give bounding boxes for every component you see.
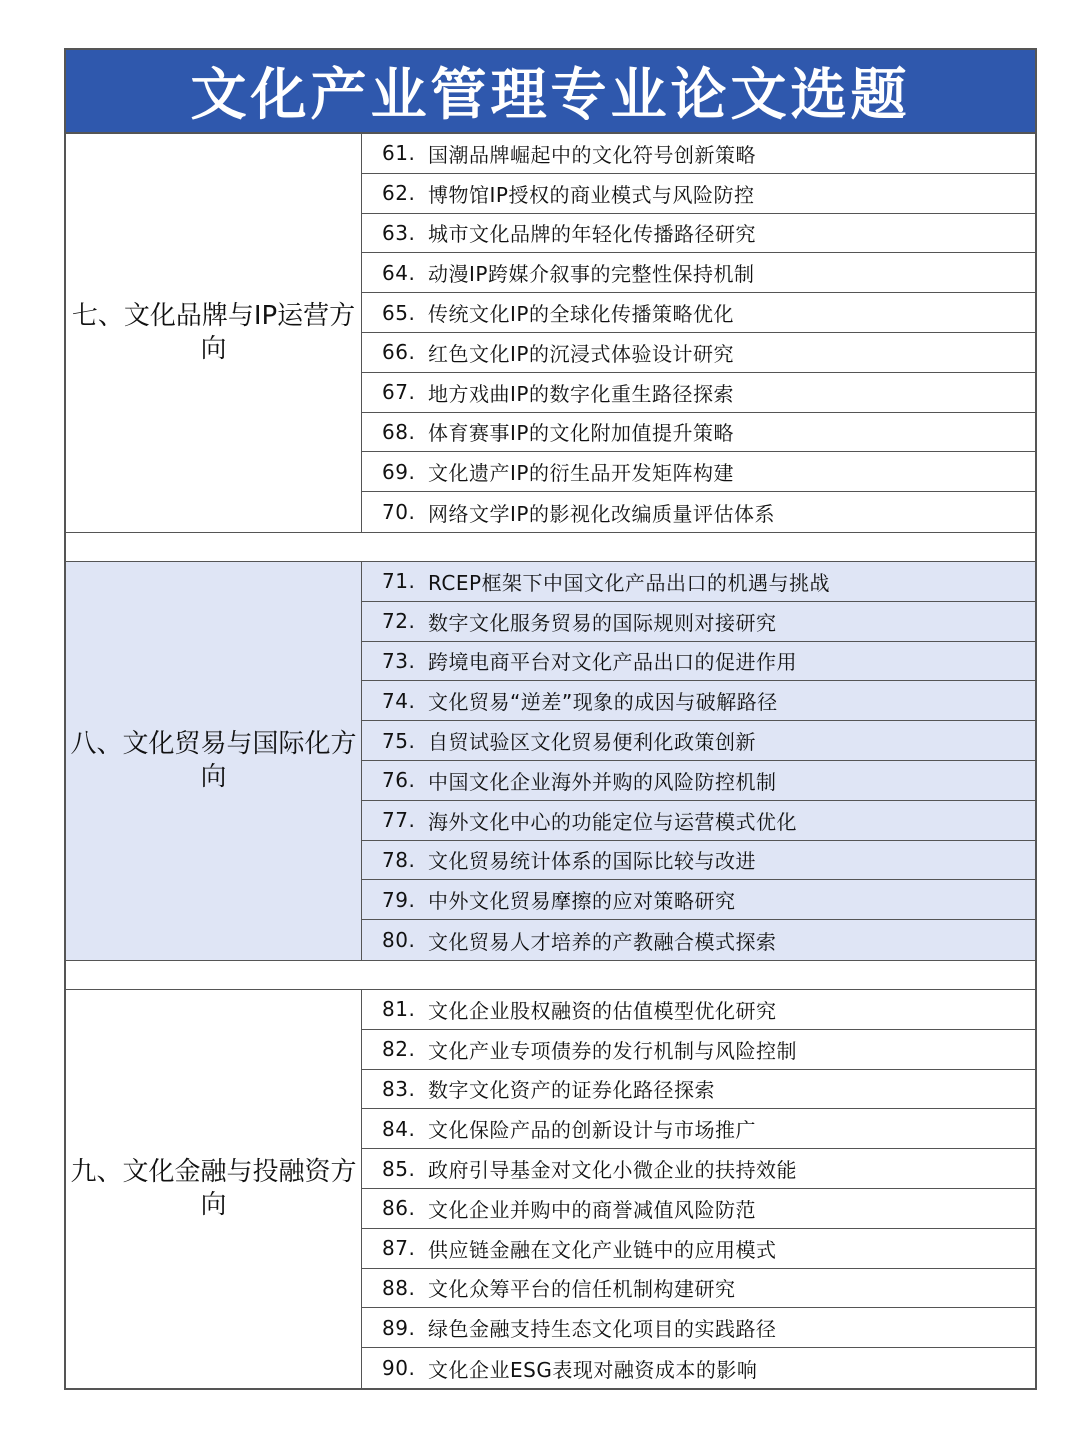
item-text: 自贸试验区文化贸易便利化政策创新 — [428, 730, 756, 755]
category-label: 七、文化品牌与IP运营方向 — [66, 134, 362, 532]
item-number: 68. — [382, 419, 416, 444]
list-item — [362, 1070, 1035, 1110]
item-text: 文化众筹平台的信任机制构建研究 — [428, 1277, 736, 1302]
list-item — [362, 333, 1035, 373]
item-text: 文化保险产品的创新设计与市场推广 — [428, 1118, 756, 1143]
section-spacer — [66, 533, 1035, 562]
item-number: 73. — [382, 648, 416, 673]
item-number: 64. — [382, 260, 416, 285]
item-text: 城市文化品牌的年轻化传播路径研究 — [428, 222, 756, 247]
list-item — [362, 1348, 1035, 1388]
list-item — [362, 721, 1035, 761]
list-item — [362, 293, 1035, 333]
list-item — [362, 214, 1035, 254]
item-number: 90. — [382, 1356, 416, 1380]
item-text: 数字文化服务贸易的国际规则对接研究 — [428, 610, 777, 635]
category-label: 九、文化金融与投融资方向 — [66, 990, 362, 1388]
item-number: 79. — [382, 887, 416, 912]
item-text: 博物馆IP授权的商业模式与风险防控 — [428, 182, 755, 207]
item-number: 76. — [382, 768, 416, 793]
list-item — [362, 134, 1035, 174]
item-text: 文化遗产IP的衍生品开发矩阵构建 — [428, 461, 734, 486]
topic-list — [362, 134, 1035, 532]
item-number: 87. — [382, 1236, 416, 1261]
list-item — [362, 841, 1035, 881]
item-text: 体育赛事IP的文化附加值提升策略 — [428, 421, 734, 446]
item-number: 65. — [382, 300, 416, 325]
item-text: 地方戏曲IP的数字化重生路径探索 — [428, 381, 734, 406]
section-trade-intl — [66, 562, 1035, 961]
list-item — [362, 642, 1035, 682]
item-text: 中国文化企业海外并购的风险防控机制 — [428, 769, 777, 794]
list-item — [362, 373, 1035, 413]
list-item — [362, 920, 1035, 960]
item-number: 80. — [382, 928, 416, 953]
list-item — [362, 1149, 1035, 1189]
list-item — [362, 761, 1035, 801]
item-text: 文化贸易人才培养的产教融合模式探索 — [428, 929, 777, 954]
list-item — [362, 801, 1035, 841]
item-text: 跨境电商平台对文化产品出口的促进作用 — [428, 650, 797, 675]
item-number: 86. — [382, 1196, 416, 1221]
list-item — [362, 174, 1035, 214]
item-number: 70. — [382, 500, 416, 525]
item-number: 62. — [382, 181, 416, 206]
item-number: 88. — [382, 1275, 416, 1300]
list-item — [362, 413, 1035, 453]
list-item — [362, 1109, 1035, 1149]
item-number: 82. — [382, 1037, 416, 1062]
list-item — [362, 1030, 1035, 1070]
item-text: 传统文化IP的全球化传播策略优化 — [428, 302, 734, 327]
topic-list — [362, 562, 1035, 960]
item-number: 75. — [382, 728, 416, 753]
item-text: 数字文化资产的证券化路径探索 — [428, 1078, 715, 1103]
item-text: 文化企业股权融资的估值模型优化研究 — [428, 998, 777, 1023]
list-item — [362, 602, 1035, 642]
page-title: 文化产业管理专业论文选题 — [66, 50, 1035, 134]
item-number: 69. — [382, 459, 416, 484]
item-text: 文化产业专项债券的发行机制与风险控制 — [428, 1038, 797, 1063]
item-text: 国潮品牌崛起中的文化符号创新策略 — [428, 142, 756, 167]
list-item — [362, 990, 1035, 1030]
item-text: 文化企业ESG表现对融资成本的影响 — [428, 1357, 758, 1382]
item-text: 绿色金融支持生态文化项目的实践路径 — [428, 1317, 777, 1342]
item-number: 84. — [382, 1116, 416, 1141]
item-number: 66. — [382, 340, 416, 365]
list-item — [362, 452, 1035, 492]
item-number: 74. — [382, 688, 416, 713]
item-number: 85. — [382, 1156, 416, 1181]
section-spacer — [66, 961, 1035, 990]
list-item — [362, 1189, 1035, 1229]
item-text: 文化企业并购中的商誉减值风险防范 — [428, 1197, 756, 1222]
item-number: 72. — [382, 609, 416, 634]
item-text: 政府引导基金对文化小微企业的扶持效能 — [428, 1158, 797, 1183]
section-finance — [66, 990, 1035, 1388]
list-item — [362, 1269, 1035, 1309]
item-text: 海外文化中心的功能定位与运营模式优化 — [428, 809, 797, 834]
category-label: 八、文化贸易与国际化方向 — [66, 562, 362, 960]
item-number: 71. — [382, 569, 416, 594]
item-number: 61. — [382, 141, 416, 166]
item-number: 89. — [382, 1315, 416, 1340]
list-item — [362, 253, 1035, 293]
list-item — [362, 492, 1035, 532]
item-text: RCEP框架下中国文化产品出口的机遇与挑战 — [428, 570, 831, 595]
list-item — [362, 681, 1035, 721]
list-item — [362, 1229, 1035, 1269]
item-number: 77. — [382, 808, 416, 833]
item-text: 文化贸易“逆差”现象的成因与破解路径 — [428, 690, 778, 715]
item-text: 供应链金融在文化产业链中的应用模式 — [428, 1237, 777, 1262]
item-number: 67. — [382, 380, 416, 405]
item-text: 红色文化IP的沉浸式体验设计研究 — [428, 341, 734, 366]
item-number: 81. — [382, 997, 416, 1022]
list-item — [362, 562, 1035, 602]
topic-list — [362, 990, 1035, 1388]
section-brand-ip — [66, 134, 1035, 533]
item-text: 动漫IP跨媒介叙事的完整性保持机制 — [428, 262, 755, 287]
item-text: 网络文学IP的影视化改编质量评估体系 — [428, 501, 775, 526]
item-number: 63. — [382, 220, 416, 245]
item-text: 中外文化贸易摩擦的应对策略研究 — [428, 889, 736, 914]
item-number: 78. — [382, 847, 416, 872]
topics-table — [64, 48, 1037, 1390]
item-number: 83. — [382, 1076, 416, 1101]
item-text: 文化贸易统计体系的国际比较与改进 — [428, 849, 756, 874]
list-item — [362, 1308, 1035, 1348]
list-item — [362, 880, 1035, 920]
